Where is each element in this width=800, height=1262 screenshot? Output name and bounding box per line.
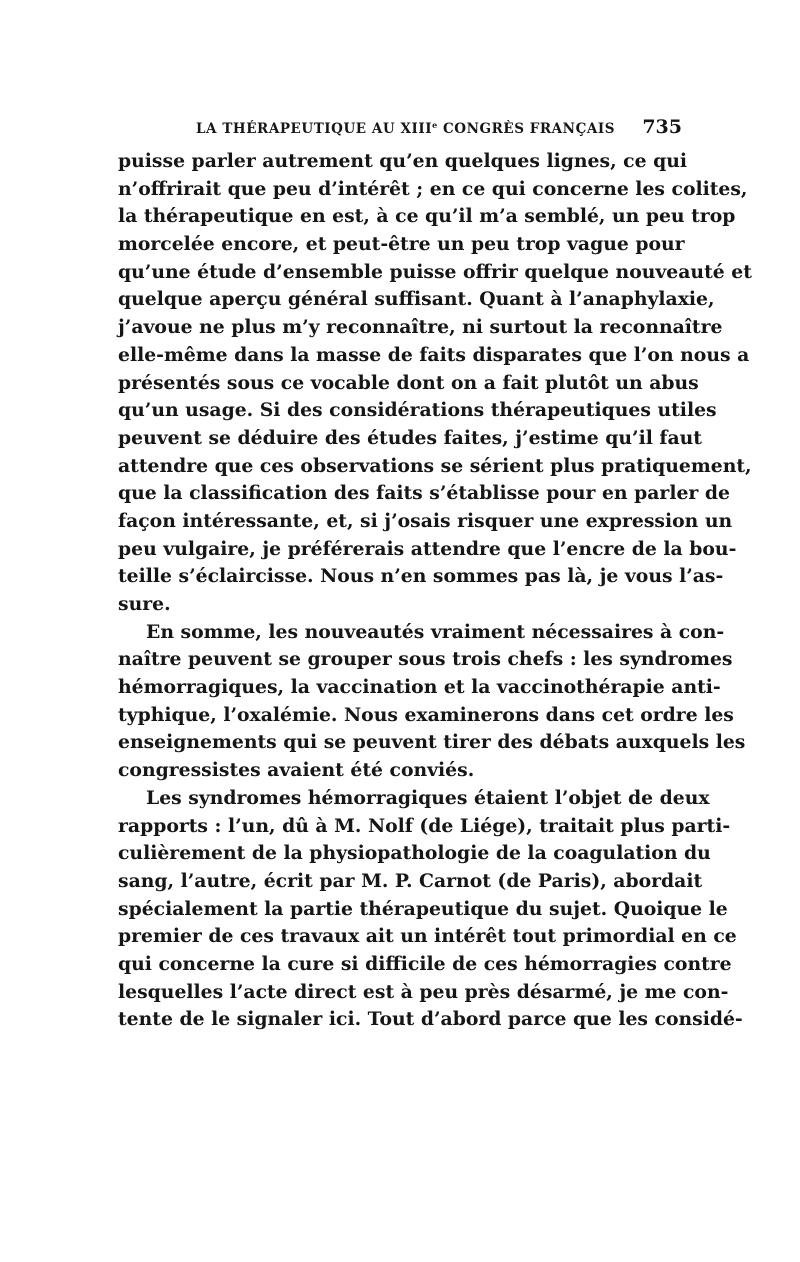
text-line: tente de le signaler ici. Tout d’abord parce que les considé-: [118, 1008, 743, 1031]
text-line: spécialement la partie thérapeutique du sujet. Quoique le: [118, 897, 728, 920]
running-title-superscript: e: [432, 120, 438, 130]
text-line: puisse parler autrement qu’en quelques lignes, ce qui: [118, 150, 687, 172]
text-line: naître peuvent se grouper sous trois chefs : les syndromes: [118, 648, 733, 671]
text-line: morcelée encore, et peut-être un peu trop vague pour: [118, 233, 685, 256]
text-line: hémorragiques, la vaccination et la vaccinothérapie anti-: [118, 676, 721, 699]
running-head: [196, 116, 682, 138]
text-line: n’offrirait que peu d’intérêt ; en ce qui concerne les colites,: [118, 177, 748, 200]
text-line: enseignements qui se peuvent tirer des débats auxquels les: [118, 731, 746, 754]
paragraph-first-line: En somme, les nouveautés vraiment nécessaires à con-: [146, 620, 725, 643]
body-text: [118, 148, 752, 1034]
text-line: qui concerne la cure si difficile de ces hémorragies contre: [118, 952, 732, 975]
text-line: la thérapeutique en est, à ce qu’il m’a semblé, un peu trop: [118, 205, 736, 228]
text-line: sang, l’autre, écrit par M. P. Carnot (de Paris), abordait: [118, 869, 703, 892]
running-title: [196, 120, 615, 137]
page-number: 735: [642, 116, 682, 138]
text-line: typhique, l’oxalémie. Nous examinerons dans cet ordre les: [118, 703, 734, 726]
text-line: quelque aperçu général suffisant. Quant à l’anaphylaxie,: [118, 288, 715, 311]
text-line: j’avoue ne plus m’y reconnaître, ni surtout la reconnaître: [118, 316, 723, 339]
text-line: que la classification des faits s’établisse pour en parler de: [118, 482, 730, 505]
text-line: lesquelles l’acte direct est à peu près désarmé, je me con-: [118, 980, 729, 1003]
paragraph-end-line: congressistes avaient été conviés.: [118, 759, 475, 782]
text-line: attendre que ces observations se sérient plus pratiquement,: [118, 454, 752, 477]
text-line: elle-même dans la masse de faits disparates que l’on nous a: [118, 343, 750, 366]
text-line: présentés sous ce vocable dont on a fait plutôt un abus: [118, 371, 699, 394]
paragraph-first-line: Les syndromes hémorragiques étaient l’objet de deux: [146, 786, 710, 809]
text-line: peu vulgaire, je préférerais attendre que l’encre de la bou-: [118, 537, 737, 560]
text-line: teille s’éclaircisse. Nous n’en sommes pas là, je vous l’as-: [118, 565, 724, 588]
running-title-main: LA THÉRAPEUTIQUE AU XIII: [196, 121, 433, 137]
running-title-end: CONGRÈS FRANÇAIS: [437, 121, 616, 137]
text-line: qu’une étude d’ensemble puisse offrir quelque nouveauté et: [118, 260, 752, 283]
text-line: peuvent se déduire des études faites, j’estime qu’il faut: [118, 426, 702, 449]
text-line: rapports : l’un, dû à M. Nolf (de Liége), traitait plus parti-: [118, 814, 731, 837]
paragraph-end-line: sure.: [118, 593, 171, 615]
text-line: premier de ces travaux ait un intérêt tout primordial en ce: [118, 925, 737, 948]
text-line: façon intéressante, et, si j’osais risquer une expression un: [118, 509, 733, 532]
text-line: culièrement de la physiopathologie de la coagulation du: [118, 842, 711, 865]
text-line: qu’un usage. Si des considérations thérapeutiques utiles: [118, 399, 717, 422]
